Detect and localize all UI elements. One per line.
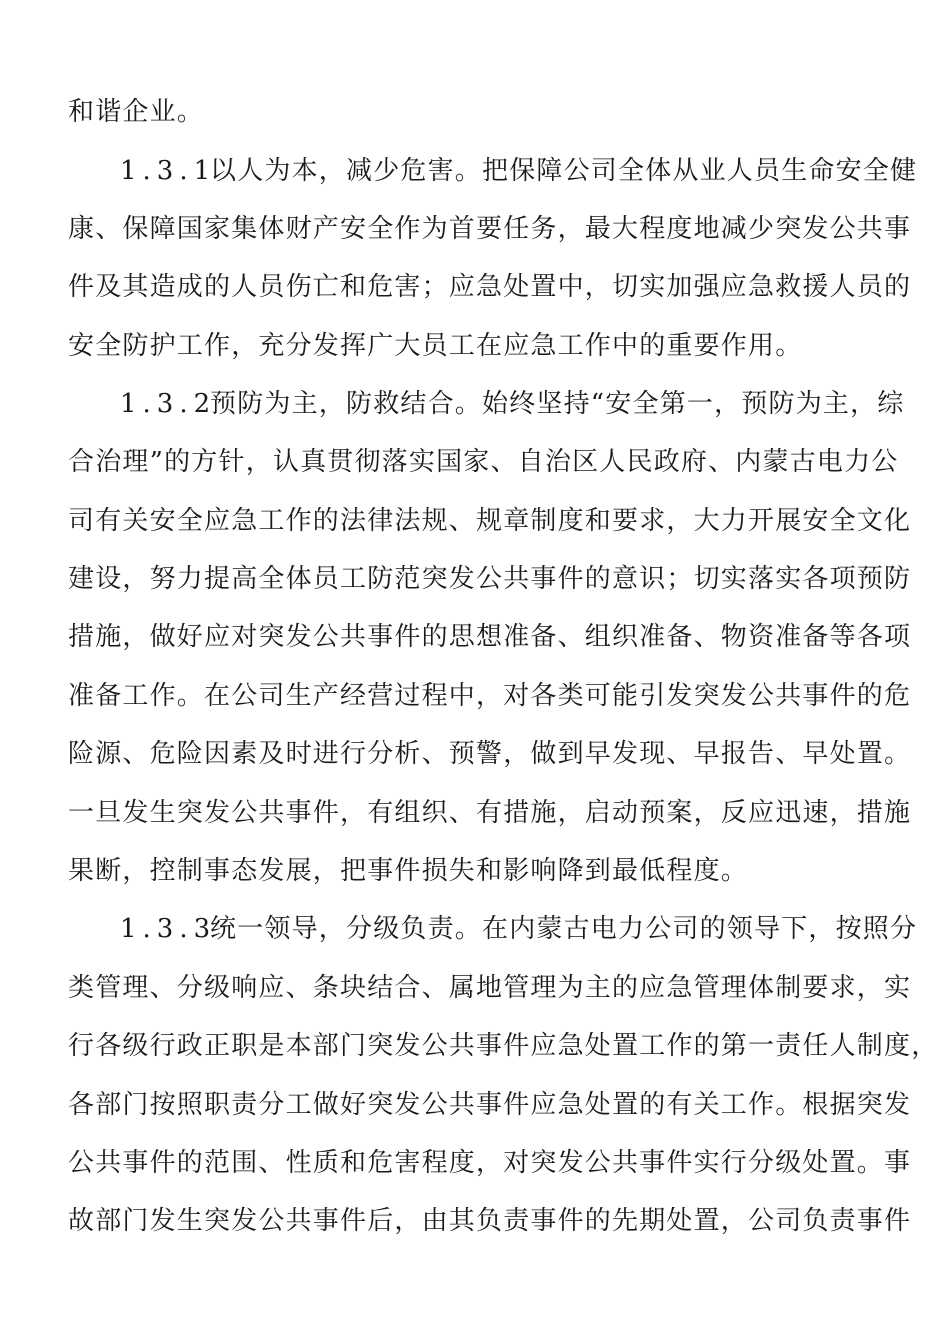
section-number: 1.3.1 [120, 156, 217, 186]
paragraph-line: 司有关安全应急工作的法律法规、规章制度和要求，大力开展安全文化 [68, 506, 912, 536]
paragraph-line: 一旦发生突发公共事件，有组织、有措施，启动预案，反应迅速，措施 [68, 798, 912, 828]
paragraph-line: 合治理”的方针，认真贯彻落实国家、自治区人民政府、内蒙古电力公 [68, 447, 899, 477]
paragraph-line: 建设，努力提高全体员工防范突发公共事件的意识；切实落实各项预防 [68, 564, 912, 594]
paragraph-line: 故部门发生突发公共事件后，由其负责事件的先期处置，公司负责事件 [68, 1206, 912, 1236]
paragraph-line: 各部门按照职责分工做好突发公共事件应急处置的有关工作。根据突发 [68, 1090, 912, 1120]
paragraph-line: 类管理、分级响应、条块结合、属地管理为主的应急管理体制要求，实 [68, 973, 912, 1003]
paragraph-text: 统一领导，分级负责。在内蒙古电力公司的领导下，按照分 [210, 914, 918, 944]
paragraph-line: 件及其造成的人员伤亡和危害；应急处置中，切实加强应急救援人员的 [68, 272, 912, 302]
paragraph-line: 康、保障国家集体财产安全作为首要任务，最大程度地减少突发公共事 [68, 214, 912, 244]
paragraph-line: 准备工作。在公司生产经营过程中，对各类可能引发突发公共事件的危 [68, 681, 912, 711]
section-number: 1.3.3 [120, 914, 217, 944]
paragraph-line: 公共事件的范围、性质和危害程度，对突发公共事件实行分级处置。事 [68, 1148, 912, 1178]
paragraph-text: 预防为主，防救结合。始终坚持“安全第一，预防为主，综 [210, 389, 905, 419]
paragraph-line: 和谐企业。 [68, 97, 205, 127]
paragraph-line: 险源、危险因素及时进行分析、预警，做到早发现、早报告、早处置。 [68, 739, 912, 769]
paragraph-first-line [120, 386, 905, 422]
paragraph-line: 措施，做好应对突发公共事件的思想准备、组织准备、物资准备等各项 [68, 622, 912, 652]
paragraph-line: 行各级行政正职是本部门突发公共事件应急处置工作的第一责任人制度， [68, 1031, 939, 1061]
paragraph-line: 果断，控制事态发展，把事件损失和影响降到最低程度。 [68, 856, 749, 886]
section-number: 1.3.2 [120, 389, 217, 419]
paragraph-first-line [120, 153, 918, 189]
paragraph-line: 安全防护工作，充分发挥广大员工在应急工作中的重要作用。 [68, 331, 803, 361]
paragraph-text: 以人为本，减少危害。把保障公司全体从业人员生命安全健 [210, 156, 918, 186]
paragraph-first-line [120, 911, 918, 947]
